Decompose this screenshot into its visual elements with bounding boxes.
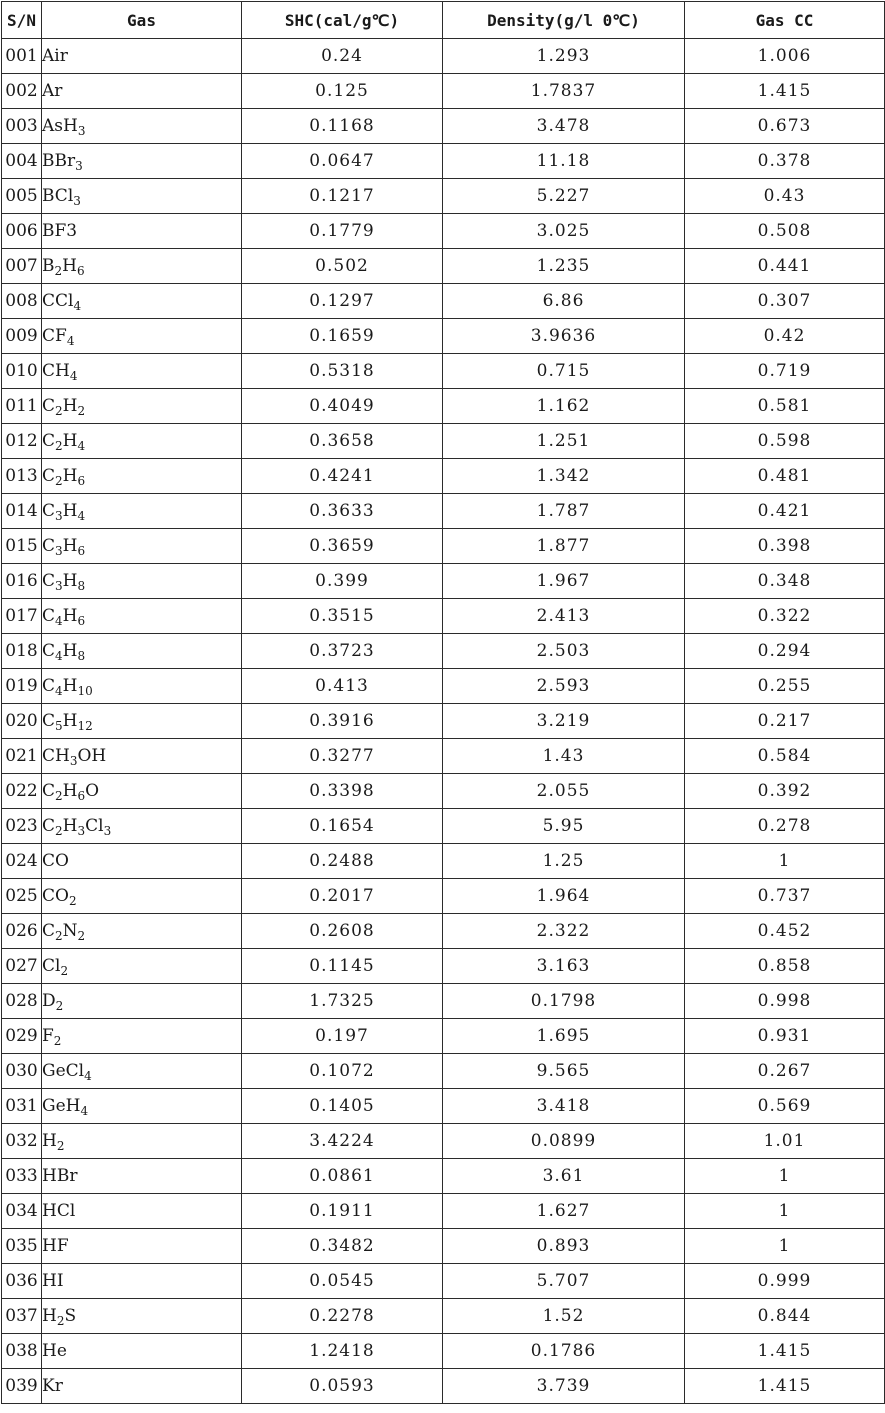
table-row: [2, 39, 885, 74]
cell-density: 9.565: [443, 1054, 685, 1089]
cell-sn: 010: [2, 354, 42, 389]
table-row: [2, 634, 885, 669]
cell-gas-cc: 0.398: [685, 529, 885, 564]
cell-density: 3.219: [443, 704, 685, 739]
cell-density: 2.413: [443, 599, 685, 634]
cell-sn: 024: [2, 844, 42, 879]
table-row: [2, 354, 885, 389]
cell-gas: $C_2N_2$: [42, 914, 242, 949]
header-row: [2, 2, 885, 39]
cell-gas-cc: 0.217: [685, 704, 885, 739]
cell-density: 0.893: [443, 1229, 685, 1264]
cell-density: 1.787: [443, 494, 685, 529]
cell-gas: BBr$_3$: [42, 144, 242, 179]
cell-sn: 014: [2, 494, 42, 529]
cell-sn: 008: [2, 284, 42, 319]
cell-sn: 028: [2, 984, 42, 1019]
cell-shc: 0.3658: [242, 424, 443, 459]
cell-sn: 030: [2, 1054, 42, 1089]
cell-density: 3.61: [443, 1159, 685, 1194]
table-row: [2, 459, 885, 494]
table-row: [2, 914, 885, 949]
cell-sn: 016: [2, 564, 42, 599]
cell-gas: $F_2$: [42, 1019, 242, 1054]
table-row: [2, 389, 885, 424]
cell-shc: 0.399: [242, 564, 443, 599]
header-sn: S/N: [2, 2, 42, 39]
table-row: [2, 179, 885, 214]
cell-density: 11.18: [443, 144, 685, 179]
table-row: [2, 1264, 885, 1299]
cell-gas-cc: 0.481: [685, 459, 885, 494]
cell-sn: 029: [2, 1019, 42, 1054]
cell-gas-cc: 0.719: [685, 354, 885, 389]
cell-gas-cc: 0.278: [685, 809, 885, 844]
cell-sn: 018: [2, 634, 42, 669]
cell-shc: 0.2017: [242, 879, 443, 914]
cell-gas-cc: 0.581: [685, 389, 885, 424]
cell-gas-cc: 0.255: [685, 669, 885, 704]
cell-density: 1.695: [443, 1019, 685, 1054]
cell-gas: Kr: [42, 1369, 242, 1404]
cell-shc: 0.2488: [242, 844, 443, 879]
cell-gas: $H_2S$: [42, 1299, 242, 1334]
cell-shc: 0.502: [242, 249, 443, 284]
cell-density: 1.877: [443, 529, 685, 564]
cell-sn: 017: [2, 599, 42, 634]
cell-density: 0.715: [443, 354, 685, 389]
cell-gas-cc: 1.415: [685, 1334, 885, 1369]
cell-sn: 001: [2, 39, 42, 74]
cell-shc: 0.2278: [242, 1299, 443, 1334]
cell-density: 1.627: [443, 1194, 685, 1229]
cell-shc: 0.3515: [242, 599, 443, 634]
cell-gas: BCl$_3$: [42, 179, 242, 214]
cell-shc: 1.2418: [242, 1334, 443, 1369]
table-row: [2, 284, 885, 319]
cell-sn: 004: [2, 144, 42, 179]
table-row: [2, 1089, 885, 1124]
table-row: [2, 669, 885, 704]
cell-sn: 020: [2, 704, 42, 739]
cell-sn: 036: [2, 1264, 42, 1299]
cell-shc: 0.1659: [242, 319, 443, 354]
cell-sn: 034: [2, 1194, 42, 1229]
table-row: [2, 214, 885, 249]
cell-shc: 0.0647: [242, 144, 443, 179]
table-row: [2, 249, 885, 284]
cell-gas: BF3: [42, 214, 242, 249]
cell-density: 3.478: [443, 109, 685, 144]
cell-gas-cc: 0.307: [685, 284, 885, 319]
cell-gas-cc: 0.931: [685, 1019, 885, 1054]
table-row: [2, 144, 885, 179]
cell-shc: 0.1405: [242, 1089, 443, 1124]
cell-gas: $D_2$: [42, 984, 242, 1019]
cell-density: 2.503: [443, 634, 685, 669]
cell-gas-cc: 0.584: [685, 739, 885, 774]
cell-sn: 007: [2, 249, 42, 284]
cell-gas: $CF_4$: [42, 319, 242, 354]
cell-sn: 019: [2, 669, 42, 704]
cell-density: 1.52: [443, 1299, 685, 1334]
cell-sn: 021: [2, 739, 42, 774]
cell-gas: HCl: [42, 1194, 242, 1229]
cell-density: 2.593: [443, 669, 685, 704]
cell-shc: 0.413: [242, 669, 443, 704]
cell-shc: 0.4241: [242, 459, 443, 494]
cell-gas: CO: [42, 844, 242, 879]
cell-shc: 0.1072: [242, 1054, 443, 1089]
cell-sn: 038: [2, 1334, 42, 1369]
cell-gas: $Cl_2$: [42, 949, 242, 984]
cell-shc: 0.1297: [242, 284, 443, 319]
table-row: [2, 74, 885, 109]
cell-density: 2.055: [443, 774, 685, 809]
cell-density: 1.162: [443, 389, 685, 424]
table-row: [2, 949, 885, 984]
cell-gas: $C_4H_6$: [42, 599, 242, 634]
cell-gas-cc: 0.452: [685, 914, 885, 949]
cell-gas: $C_4H_8$: [42, 634, 242, 669]
cell-gas-cc: 0.441: [685, 249, 885, 284]
cell-gas: GeH$_4$: [42, 1089, 242, 1124]
cell-sn: 031: [2, 1089, 42, 1124]
table-row: [2, 774, 885, 809]
cell-gas-cc: 0.322: [685, 599, 885, 634]
cell-gas: $B_2H_6$: [42, 249, 242, 284]
table-row: [2, 564, 885, 599]
cell-density: 5.227: [443, 179, 685, 214]
cell-shc: 0.3723: [242, 634, 443, 669]
cell-density: 1.964: [443, 879, 685, 914]
cell-shc: 0.1217: [242, 179, 443, 214]
cell-density: 1.342: [443, 459, 685, 494]
cell-density: 1.293: [443, 39, 685, 74]
cell-gas-cc: 0.392: [685, 774, 885, 809]
gas-properties-table: [1, 1, 885, 1404]
table-row: [2, 529, 885, 564]
table-row: [2, 879, 885, 914]
cell-sn: 023: [2, 809, 42, 844]
table-row: [2, 1334, 885, 1369]
cell-shc: 0.0593: [242, 1369, 443, 1404]
cell-shc: 3.4224: [242, 1124, 443, 1159]
cell-sn: 022: [2, 774, 42, 809]
cell-gas-cc: 0.598: [685, 424, 885, 459]
cell-gas: Ar: [42, 74, 242, 109]
header-gas: Gas: [42, 2, 242, 39]
cell-density: 3.9636: [443, 319, 685, 354]
cell-sn: 006: [2, 214, 42, 249]
cell-gas-cc: 0.43: [685, 179, 885, 214]
cell-shc: 0.3482: [242, 1229, 443, 1264]
table-row: [2, 599, 885, 634]
cell-shc: 0.3398: [242, 774, 443, 809]
cell-shc: 0.3916: [242, 704, 443, 739]
cell-sn: 033: [2, 1159, 42, 1194]
cell-gas-cc: 1: [685, 1194, 885, 1229]
cell-gas: $C_3H_4$: [42, 494, 242, 529]
table-row: [2, 494, 885, 529]
cell-sn: 015: [2, 529, 42, 564]
cell-sn: 032: [2, 1124, 42, 1159]
cell-gas: $C_2H_2$: [42, 389, 242, 424]
table-row: [2, 1124, 885, 1159]
cell-density: 0.0899: [443, 1124, 685, 1159]
table-body: [2, 39, 885, 1404]
cell-density: 1.25: [443, 844, 685, 879]
table-row: [2, 319, 885, 354]
table-row: [2, 704, 885, 739]
cell-density: 1.7837: [443, 74, 685, 109]
cell-gas: $C_3H_8$: [42, 564, 242, 599]
table-row: [2, 809, 885, 844]
cell-gas-cc: 0.508: [685, 214, 885, 249]
cell-gas: AsH$_3$: [42, 109, 242, 144]
cell-shc: 0.3659: [242, 529, 443, 564]
table-row: [2, 844, 885, 879]
table-row: [2, 1229, 885, 1264]
cell-shc: 1.7325: [242, 984, 443, 1019]
cell-gas-cc: 1.006: [685, 39, 885, 74]
cell-density: 1.967: [443, 564, 685, 599]
cell-gas: HBr: [42, 1159, 242, 1194]
table-row: [2, 739, 885, 774]
cell-gas-cc: 0.569: [685, 1089, 885, 1124]
cell-shc: 0.1779: [242, 214, 443, 249]
cell-shc: 0.0545: [242, 1264, 443, 1299]
cell-gas-cc: 1.415: [685, 1369, 885, 1404]
cell-sn: 037: [2, 1299, 42, 1334]
cell-shc: 0.5318: [242, 354, 443, 389]
cell-gas: GeCl$_4$: [42, 1054, 242, 1089]
cell-gas-cc: 0.421: [685, 494, 885, 529]
cell-gas-cc: 0.673: [685, 109, 885, 144]
cell-density: 1.235: [443, 249, 685, 284]
cell-gas: Air: [42, 39, 242, 74]
cell-density: 1.43: [443, 739, 685, 774]
cell-shc: 0.125: [242, 74, 443, 109]
cell-gas: $H_2$: [42, 1124, 242, 1159]
header-shc: SHC(cal/g℃): [242, 2, 443, 39]
cell-gas-cc: 0.737: [685, 879, 885, 914]
table-row: [2, 1369, 885, 1404]
cell-shc: 0.1168: [242, 109, 443, 144]
cell-gas: $CH_4$: [42, 354, 242, 389]
cell-shc: 0.197: [242, 1019, 443, 1054]
table-row: [2, 1194, 885, 1229]
cell-gas-cc: 1: [685, 844, 885, 879]
cell-shc: 0.4049: [242, 389, 443, 424]
cell-gas-cc: 0.999: [685, 1264, 885, 1299]
cell-gas-cc: 1.415: [685, 74, 885, 109]
header-gas-cc: Gas CC: [685, 2, 885, 39]
table-row: [2, 1019, 885, 1054]
cell-density: 1.251: [443, 424, 685, 459]
cell-sn: 005: [2, 179, 42, 214]
cell-gas-cc: 0.294: [685, 634, 885, 669]
cell-gas: $C_2H_6$: [42, 459, 242, 494]
cell-shc: 0.0861: [242, 1159, 443, 1194]
cell-gas-cc: 0.858: [685, 949, 885, 984]
header-density: Density(g/l 0℃): [443, 2, 685, 39]
cell-gas: $CH_3OH$: [42, 739, 242, 774]
cell-gas-cc: 0.42: [685, 319, 885, 354]
cell-gas: He: [42, 1334, 242, 1369]
table-row: [2, 1054, 885, 1089]
cell-gas-cc: 0.998: [685, 984, 885, 1019]
cell-gas: $C_5H_{12}$: [42, 704, 242, 739]
cell-gas: HI: [42, 1264, 242, 1299]
table-row: [2, 109, 885, 144]
cell-gas: $C_3H_6$: [42, 529, 242, 564]
cell-shc: 0.2608: [242, 914, 443, 949]
cell-density: 3.739: [443, 1369, 685, 1404]
cell-gas: HF: [42, 1229, 242, 1264]
cell-gas-cc: 0.267: [685, 1054, 885, 1089]
cell-gas-cc: 0.378: [685, 144, 885, 179]
cell-gas-cc: 0.348: [685, 564, 885, 599]
cell-sn: 026: [2, 914, 42, 949]
cell-density: 0.1798: [443, 984, 685, 1019]
cell-gas-cc: 1: [685, 1159, 885, 1194]
cell-shc: 0.1145: [242, 949, 443, 984]
cell-shc: 0.3277: [242, 739, 443, 774]
cell-sn: 027: [2, 949, 42, 984]
cell-shc: 0.3633: [242, 494, 443, 529]
cell-shc: 0.1911: [242, 1194, 443, 1229]
cell-gas: $C_2H_6O$: [42, 774, 242, 809]
cell-density: 3.418: [443, 1089, 685, 1124]
cell-sn: 025: [2, 879, 42, 914]
table-row: [2, 1299, 885, 1334]
cell-gas-cc: 1.01: [685, 1124, 885, 1159]
cell-density: 6.86: [443, 284, 685, 319]
cell-density: 2.322: [443, 914, 685, 949]
table-row: [2, 984, 885, 1019]
cell-gas: $C_2H_4$: [42, 424, 242, 459]
cell-sn: 009: [2, 319, 42, 354]
cell-sn: 035: [2, 1229, 42, 1264]
cell-density: 0.1786: [443, 1334, 685, 1369]
table-row: [2, 1159, 885, 1194]
cell-density: 5.707: [443, 1264, 685, 1299]
cell-sn: 011: [2, 389, 42, 424]
cell-sn: 012: [2, 424, 42, 459]
cell-gas-cc: 1: [685, 1229, 885, 1264]
cell-density: 3.025: [443, 214, 685, 249]
cell-sn: 013: [2, 459, 42, 494]
cell-gas: $CO_2$: [42, 879, 242, 914]
cell-shc: 0.24: [242, 39, 443, 74]
cell-gas: CCl$_4$: [42, 284, 242, 319]
cell-gas-cc: 0.844: [685, 1299, 885, 1334]
cell-shc: 0.1654: [242, 809, 443, 844]
cell-sn: 039: [2, 1369, 42, 1404]
cell-gas: $C_4H_{10}$: [42, 669, 242, 704]
cell-sn: 003: [2, 109, 42, 144]
table-row: [2, 424, 885, 459]
cell-density: 3.163: [443, 949, 685, 984]
cell-gas: $C_2H_3Cl_3$: [42, 809, 242, 844]
cell-density: 5.95: [443, 809, 685, 844]
cell-sn: 002: [2, 74, 42, 109]
